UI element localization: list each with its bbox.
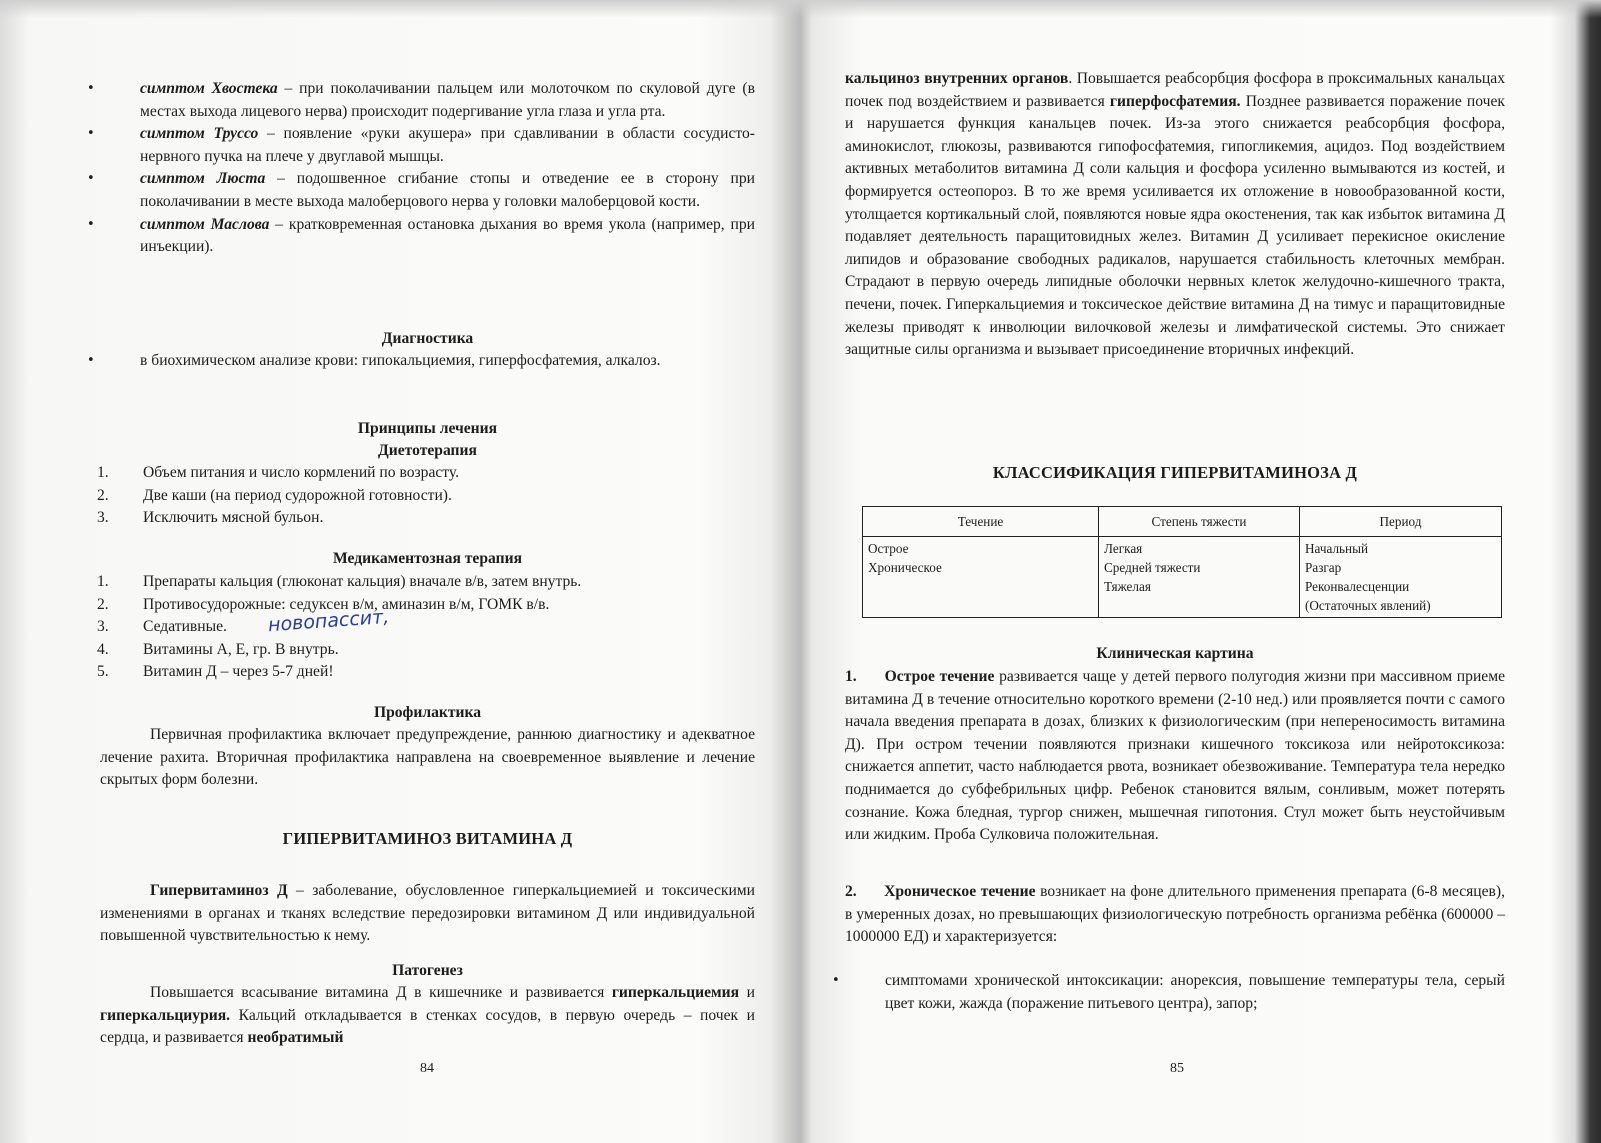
list-item: 5. Витамин Д – через 5-7 дней! bbox=[97, 663, 334, 681]
chronic-symptom-item: • симптомами хронической интоксикации: анорексия, повышение температуры тела, серый цвет кожи, жажда (поражение питьевого центра), запор; bbox=[845, 970, 1505, 1015]
column-header: Степень тяжести bbox=[1099, 507, 1300, 537]
list-item: 1. Объем питания и число кормлений по возрасту. bbox=[97, 464, 460, 481]
symptom-item: • симптом Маслова – кратковременная остановка дыхания во время укола (например, при инъекции). bbox=[100, 214, 755, 259]
left-page bbox=[97, 0, 756, 1143]
pathogenesis-text: Повышается всасывание витамина Д в кишечнике и развивается гиперкальциемия и гиперкальциурия. Кальций откладывается в стенках сосудов, в первую очередь – почек и сердца, и развивается необратимый bbox=[100, 984, 755, 1047]
page-number: 84 bbox=[420, 1061, 434, 1076]
symptom-item: • симптом Труссо – появление «руки акушера» при сдавливании в области сосудисто-нервного пучка на плече у двуглавой мышцы. bbox=[100, 123, 755, 168]
table-header-row bbox=[863, 507, 1502, 537]
handwritten-note: новопассит, bbox=[267, 605, 390, 637]
prevention-text: Первичная профилактика включает предупреждение, раннюю диагностику и адекватное лечение рахита. Вторичная профилактика направлена на своевременное выявление и лечение скрытых форм болезни. bbox=[100, 726, 755, 789]
classification-heading: КЛАССИФИКАЦИЯ ГИПЕРВИТАМИНОЗА Д bbox=[992, 463, 1358, 482]
symptom-list bbox=[100, 78, 755, 259]
clinical-heading: Клиническая картина bbox=[1096, 645, 1254, 662]
acute-course: 1. Острое течение развивается чаще у детей первого полугодия жизни при массивном приеме витамина Д в течение относительно короткого времени (2-10 нед.) или проявляется почти с самого начала введения препарата в дозах, близких к физиологическим (при непереносимость витамина Д). При остром течении появляются признаки кишечного токсикоза или нейротоксикоза: снижается аппетит, часто наблюдается рвота, возникает обезвоживание. Температура тела нередко поднимается до субфебрильных цифр. Ребенок становится вялым, сонливым, может потерять сознание. Кожа бледная, тургор снижен, мышечная гипотония. Стул может быть неустойчивым или жидким. Проба Сулковича положительная. bbox=[845, 668, 1506, 844]
diet-heading: Диетотерапия bbox=[378, 442, 477, 459]
list-item: 2. Противосудорожные: седуксен в/м, аминазин в/м, ГОМК в/в. bbox=[97, 595, 550, 613]
column-header: Период bbox=[1300, 507, 1502, 537]
table-row bbox=[863, 537, 1502, 618]
diagnostics-heading: Диагностика bbox=[381, 330, 474, 347]
diet-list bbox=[97, 462, 755, 530]
prevention-heading: Профилактика bbox=[373, 704, 482, 721]
diagnostics-item: • в биохимическом анализе крови: гипокальциемия, гиперфосфатемия, алкалоз. bbox=[100, 350, 755, 373]
drug-heading: Медикаментозная терапия bbox=[332, 550, 523, 567]
list-item: 2. Две каши (на период судорожной готовности). bbox=[97, 486, 452, 504]
pathogenesis-heading: Патогенез bbox=[392, 962, 463, 979]
symptom-item: • симптом Хвостека – при поколачивании пальцем или молоточком по скуловой дуге (в местах выхода лицевого нерва) происходит подергивание угла глаза и угла рта. bbox=[100, 78, 755, 123]
table-cell: Легкая Средней тяжести Тяжелая bbox=[1099, 537, 1300, 618]
principles-heading: Принципы лечения bbox=[357, 420, 498, 437]
list-item: 3. Седативные. bbox=[97, 618, 227, 636]
hypervitaminosis-heading: ГИПЕРВИТАМИНОЗ ВИТАМИНА Д bbox=[282, 829, 573, 848]
classification-table bbox=[862, 506, 1502, 618]
table-cell: Начальный Разгар Реконвалесценции (Остаточных явлений) bbox=[1300, 537, 1502, 618]
list-item: 1. Препараты кальция (глюконат кальция) вначале в/в, затем внутрь. bbox=[97, 573, 582, 590]
pathogenesis-continued: кальциноз внутренних органов. Повышается реабсорбция фосфора в проксимальных канальцах почек под воздействием и развивается гиперфосфатемия. Позднее развивается поражение почек и нарушается функция канальцев почек. Из-за этого снижается реабсорбция фосфора, аминокислот, глюкозы, развиваются гипофосфатемия, гипогликемия, ацидоз. Под воздействием активных метаболитов витамина Д соли кальция и фосфора усиленно вымываются из костей, и формируется остеопороз. В то же время усиливается их отложение в новообразованной кости, утолщается кортикальный слой, появляются новые ядра окостенения, так как избыток витамина Д подавляет деятельность паращитовидных желез. Витамин Д усиливает перекисное окисление липидов и образование свободных радикалов, нарушается стабильность клеточных мембран. Страдают в первую очередь липидные оболочки нервных клеток желудочно-кишечного тракта, печени, почек. Гиперкальциемия и токсическое действие витамина Д на тимус и паращитовидные железы приводят к инволюции вилочковой железы и лимфатической системы. Это снижает защитные силы организма и вызывает присоединение вторичных инфекций. bbox=[845, 70, 1505, 359]
list-item: 3. Исключить мясной бульон. bbox=[97, 509, 324, 527]
drug-list bbox=[97, 571, 755, 684]
table-cell: Острое Хроническое bbox=[863, 537, 1099, 618]
chronic-course: 2. Хроническое течение возникает на фоне длительного применения препарата (6-8 месяцев), в умеренных дозах, но превышающих физиологическую потребность организма ребёнка (600000 – 1000000 ЕД) и характеризуется: bbox=[845, 883, 1506, 946]
right-page bbox=[845, 0, 1505, 1143]
symptom-item: • симптом Люста – подошвенное сгибание стопы и отведение ее в сторону при поколачивании в месте выхода малоберцового нерва у головки малоберцовой кости. bbox=[100, 168, 755, 213]
page-number: 85 bbox=[1170, 1061, 1184, 1076]
column-header: Течение bbox=[863, 507, 1099, 537]
hypervitaminosis-definition: Гипервитаминоз Д – заболевание, обусловленное гиперкальциемией и токсическими изменениями в органах и тканях вследствие передозировки витамином Д или индивидуальной повышенной чувствительностью к нему. bbox=[100, 882, 755, 945]
list-item: 4. Витамины А, Е, гр. В внутрь. bbox=[97, 640, 339, 658]
